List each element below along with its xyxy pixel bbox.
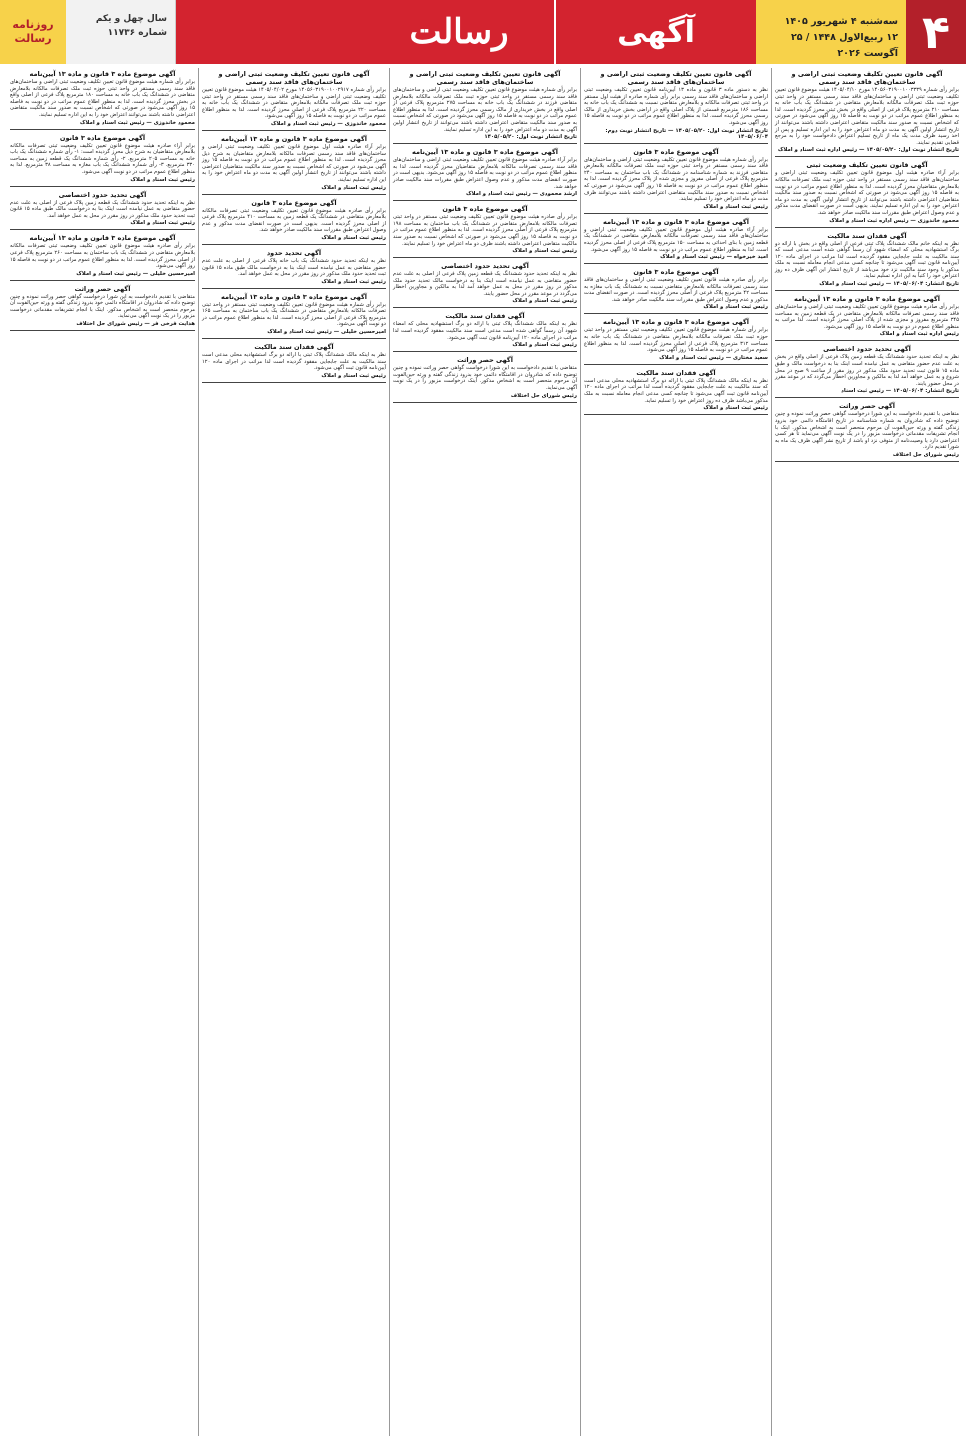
legal-notice [393,70,577,144]
notice-signature: رئیس ثبت اسناد و املاک [321,278,386,285]
notice-title: آگهی موضوع ماده ۳ قانون [59,133,146,142]
date-line-1: سه‌شنبه ۴ شهریور ۱۴۰۵ [784,16,898,27]
notice-title: آگهی موضوع ماده ۳ قانون [633,268,719,277]
legal-notice [775,345,959,398]
notice-divider [584,414,768,415]
legal-notice [584,268,768,314]
legal-notice [202,199,386,245]
notice-body: نظر به اینکه تحدید حدود ششدانگ یک قطعه زمین پلاک فرعی از اصلی واقع در بخش به علت عدم حضور متقاضی به عمل نیامده است اینک بنا به درخواست مالک و طبق ماده ۱۵ قانون ثبت تحدید حدود ملک مذکور در روز مقرر از ساعت ۹ صبح در محل شروع و به عمل خواهد آمد لذا به مالکین و مجاورین اخطار می‌گردد که در موعد مقرر در محل حضور یابند. [775,354,959,387]
ad-column [580,68,771,1436]
legal-notice [584,218,768,264]
notice-signature: امیرحسین خلیلی — رئیس ثبت اسناد و املاک [76,270,195,277]
ad-column [198,68,389,1436]
notice-signature: رئیس شورای حل اختلاف [510,392,577,399]
notice-body: برابر رأی صادره هیئت موضوع قانون تعیین تکلیف وضعیت ثبتی تصرفات مالکانه بلامعارض متقاضی در ششدانگ یک باب ساختمان به مساحت ۲۶۰ مترمربع پلاک فرعی از اصلی محرز گردیده است. لذا به منظور اطلاع عموم مراتب در دو نوبت به فاصله ۱۵ روز آگهی می‌شود. [10,243,195,270]
legal-notice [775,70,959,157]
notice-title: آگهی حصر وراثت [74,284,131,293]
notice-divider [202,288,386,289]
notice-signature: رئیس ثبت اسناد و املاک [512,342,577,349]
legal-notice [393,262,577,308]
notice-title: آگهی موضوع ماده ۳ قانون [633,147,719,156]
notice-body: متقاضی با تقدیم دادخواست به این شورا درخواست گواهی حصر وراثت نموده و چنین توضیح داده که شادروان به شماره شناسنامه در تاریخ اقامتگاه دائمی خود بدرود زندگی گفته و ورثه حین‌الفوت آن مرحوم منحصر است به اشخاص مذکور. اینک با انجام تشریفات مقدماتی درخواست مزبور را در یک نوبت آگهی می‌نماید تا هر کسی اعتراضی دارد یا وصیت‌نامه از متوفی نزد او باشد از تاریخ نشر آگهی ظرف یک ماه به شورا تقدیم دارد. [775,411,959,451]
notice-body: برابر رأی شماره ۱۴۰۵۶۰۳۱۹۰۰۱۰۰۲۹۱۷ مورخ ۱۴۰۵/۰۴/۰۲ هیئت موضوع قانون تعیین تکلیف وضعیت ثبتی اراضی و ساختمان‌های فاقد سند رسمی مستقر در واحد ثبتی حوزه ثبت ملک تصرفات مالکانه بلامعارض متقاضی در ششدانگ یک باب خانه به مساحت ۲۲۰ مترمربع پلاک فرعی از اصلی محرز گردیده است. لذا به منظور اطلاع عموم مراتب در دو نوبت به فاصله ۱۵ روز آگهی می‌شود. [202,87,387,120]
notice-divider [775,397,959,398]
legal-notice [584,70,768,144]
notice-divider [584,263,768,264]
notice-divider [584,213,768,214]
notice-body: برابر رأی شماره هیئت موضوع قانون تعیین تکلیف وضعیت ثبتی مستقر در واحد ثبتی حوزه ثبت ملک تصرفات مالکانه بلامعارض متقاضی در ششدانگ یک باب خانه به مساحت ۳۱۲ مترمربع پلاک فرعی از اصلی محرز گردیده است. لذا به منظور اطلاع عموم مراتب در دو نوبت به فاصله ۱۵ روز آگهی می‌شود. [584,327,769,354]
notice-body: برابر رأی شماره هیئت موضوع قانون تعیین تکلیف وضعیت ثبتی اراضی و ساختمان‌های فاقد سند رسمی مستقر در واحد ثبتی حوزه ثبت ملک تصرفات مالکانه بلامعارض متقاضی در ششدانگ یک باب خانه به مساحت ۱۸۰ مترمربع پلاک فرعی از اصلی واقع در بخش محرز گردیده است. لذا به منظور اطلاع عموم مراتب در دو نوبت به فاصله ۱۵ روز آگهی می‌شود در صورتی که اشخاص نسبت به صدور سند مالکیت متقاضی اعتراضی داشته باشند می‌توانند اعتراض خود را به این اداره تسلیم نمایند. [10,79,195,118]
notice-body: برابر آراء صادره هیئت اول موضوع قانون تعیین تکلیف وضعیت ثبتی اراضی و ساختمان‌های فاقد سند رسمی تصرفات مالکانه بلامعارض متقاضی در ششدانگ یک قطعه زمین با بنای احداثی به مساحت ۱۵۰ مترمربع پلاک فرعی از اصلی محرز گردیده است. لذا به منظور اطلاع عموم مراتب در دو نوبت به فاصله ۱۵ روز آگهی می‌شود. [584,226,768,253]
volume-line: سال چهل و یکم [95,14,167,24]
legal-notice [10,191,195,231]
notice-signature: تاریخ انتشار: ۱۴۰۵/۰۶/۰۴ — رئیس ثبت اسناد [841,388,959,395]
notice-divider [202,130,386,131]
header-band [176,0,364,64]
notice-body: متقاضی با تقدیم دادخواست به این شورا درخواست گواهی حصر وراثت نموده و چنین توضیح داده که شادروان در اقامتگاه دائمی خود بدرود زندگی گفته و ورثه حین‌الفوت آن مرحوم منحصر است به اشخاص مذکور. اینک درخواست مزبور را در یک نوبت آگهی می‌نماید. [393,365,577,392]
notice-divider [10,330,195,331]
notice-body: نظر به اینکه مالک ششدانگ پلاک ثبتی با ارائه دو برگ استشهادیه محلی مدعی است سند مالکیت به علت جابجایی مفقود گردیده است لذا مراتب در اجرای ماده ۱۲۰ آیین‌نامه قانون ثبت آگهی می‌شود. [202,352,386,372]
notice-divider [584,364,768,365]
notice-title: آگهی موضوع ماده ۳ قانون و ماده ۱۳ آیین‌نامه [29,234,176,243]
notice-title: آگهی قانون تعیین تکلیف وضعیت ثبتی اراضی و ساختمان‌های فاقد سند رسمی [218,70,370,86]
legal-notice [393,205,577,258]
notice-body: نظر به اینکه مالک ششدانگ پلاک ثبتی با ارائه دو برگ استشهادیه محلی مدعی است که سند مالکیت به علت جابجایی مفقود گردیده است لذا مراتب در اجرای ماده ۱۲۰ آیین‌نامه قانون ثبت آگهی می‌شود تا چنانچه کسی مدعی انجام معامله نسبت به ملک مذکور می‌باشد ظرف ده روز اعتراض خود را تسلیم نماید. [584,377,768,404]
notice-signature: رئیس ثبت اسناد و املاک [130,220,195,227]
notice-title: آگهی موضوع ماده ۳ قانون و ماده ۱۳ آیین‌نامه [794,295,940,304]
notice-title: آگهی موضوع ماده ۳ قانون و ماده ۱۳ آیین‌نامه [603,217,749,226]
notice-title: آگهی موضوع ماده ۳ قانون و ماده ۱۳ آیین‌نامه [29,70,176,78]
notice-divider [10,229,195,230]
notice-divider [393,257,577,258]
legal-notice [584,369,768,415]
notice-signature: محمود خاندوزی — رئیس ثبت اسناد و املاک [79,119,195,126]
legal-notice [202,343,386,383]
notice-divider [202,194,386,195]
notice-title: آگهی تحدید حدود اختصاصی [58,190,147,199]
legal-notice [202,249,386,289]
notice-signature: رئیس ثبت اسناد و املاک [321,372,386,379]
notice-divider [10,280,195,281]
notice-body: نظر به اینکه تحدید حدود ششدانگ یک باب خانه پلاک فرعی از اصلی به علت عدم حضور متقاضی به عمل نیامده است اینک بنا به درخواست مالک طبق ماده ۱۵ قانون ثبت تحدید حدود ملک مذکور در روز مقرر در محل به عمل خواهد آمد. [202,257,386,278]
notice-divider [202,244,386,245]
notice-body: نظر به اینکه تحدید حدود ششدانگ یک قطعه زمین پلاک فرعی از اصلی به علت عدم حضور متقاضی به عمل نیامده است اینک بنا به درخواست مالک طبق ماده ۱۵ قانون ثبت تحدید حدود ملک مذکور در روز مقرر در محل به عمل خواهد آمد. [10,199,195,219]
notice-divider [584,313,768,314]
notice-title: آگهی حصر وراثت [839,402,895,411]
notice-signature: امید خیرخواه — رئیس ثبت اسناد و املاک [660,254,768,261]
ad-column [389,68,580,1436]
notice-signature: سعید مختاری — رئیس ثبت اسناد و املاک [659,354,768,361]
notice-divider [393,351,577,352]
notice-title: آگهی تحدید حدود اختصاصی [441,262,529,271]
legal-notice [10,70,195,130]
newspaper-logo: رسالت [364,0,556,64]
notice-divider [775,227,959,228]
notice-title: آگهی موضوع ماده ۳ قانون و ماده ۱۳ آیین‌نامه [412,148,558,157]
notice-body: نظر به دستور ماده ۳ قانون و ماده ۱۳ آیین‌نامه قانون تعیین تکلیف وضعیت ثبتی اراضی و ساختمان‌های فاقد سند رسمی برابر رأی شماره صادره از هیئت اول مستقر در واحد ثبتی تصرفات مالکانه و بلامعارض متقاضی نسبت به ششدانگ یک باب خانه به مساحت ۱۸۶ مترمربع قسمتی از پلاک اصلی واقع در اراضی بخش خریداری از مالک رسمی محرز گردیده است. لذا به منظور اطلاع عموم مراتب در دو نوبت به فاصله ۱۵ روز آگهی می‌شود. [584,87,769,126]
notice-signature: رئیس ثبت اسناد و املاک [703,304,768,311]
legal-notice [10,134,195,187]
notice-body: برابر رأی صادره هیئت موضوع قانون تعیین تکلیف وضعیت ثبتی اراضی و ساختمان‌های فاقد سند رسمی تصرفات مالکانه بلامعارض متقاضی در یک قطعه زمین به مساحت ۳۴۵ مترمربع مفروز و مجزی شده از پلاک اصلی محرز گردیده است. لذا مراتب به منظور اطلاع عموم در دو نوبت به فاصله ۱۵ روز آگهی می‌شود. [775,304,959,330]
notice-body: برابر آراء صادره هیئت موضوع قانون تعیین تکلیف وضعیت ثبتی اراضی و ساختمان‌های فاقد سند رسمی تصرفات مالکانه بلامعارض متقاضیان محرز گردیده است. لذا به منظور اطلاع عموم مراتب در دو نوبت به فاصله ۱۵ روز آگهی می‌شود. بدیهی است در صورت انقضای مدت مذکور و عدم وصول اعتراض طبق مقررات سند مالکیت صادر خواهد شد. [393,157,577,190]
notice-body: برابر رأی صادره هیئت موضوع قانون تعیین تکلیف وضعیت ثبتی مستقر در واحد ثبتی تصرفات مالکانه بلامعارض متقاضی در ششدانگ یک باب ساختمان به مساحت ۱۹۸ مترمربع پلاک فرعی از اصلی محرز گردیده است. لذا به منظور اطلاع عموم مراتب در دو نوبت به فاصله ۱۵ روز آگهی می‌شود در صورتی که اشخاص نسبت به صدور سند مالکیت متقاضی اعتراضی داشته باشند ظرف دو ماه اعتراض خود را تسلیم نمایند. [393,214,578,247]
ad-column [771,68,962,1436]
ad-column [7,68,198,1436]
legal-notice [584,318,768,364]
notice-title: آگهی موضوع ماده ۳ قانون [442,205,528,214]
notice-title: آگهی قانون تعیین تکلیف وضعیت ثبتی [806,161,928,170]
notice-signature: تاریخ انتشار نوبت اول: ۱۴۰۵/۰۵/۲۰ — تاریخ انتشار نوبت دوم: ۱۴۰۵/۰۶/۰۴ [605,127,768,140]
legal-notice [10,285,195,331]
notice-divider [10,129,195,130]
notice-divider [10,186,195,187]
notice-divider [775,340,959,341]
issue-number: شماره ۱۱۷۳۶ [107,28,167,38]
notice-body: متقاضی با تقدیم دادخواست به این شورا درخواست گواهی حصر وراثت نموده و چنین توضیح داده که شادروان در اقامتگاه دائمی خود بدرود زندگی گفته و ورثه حین‌الفوت آن مرحوم منحصر است به اشخاص مذکور. اینک با انجام تشریفات مقدماتی درخواست مزبور را در یک نوبت آگهی می‌نماید. [10,293,195,320]
notice-signature: هدایت فرخی فر — رئیس شورای حل اختلاف [76,321,195,328]
brand-logo: روزنامه رسالت [0,0,66,64]
notice-divider [393,200,577,201]
page-header [0,0,966,64]
legal-notice [202,293,386,339]
notice-signature: رئیس شورای حل اختلاف [892,451,959,458]
notice-title: آگهی تحدید حدود اختصاصی [823,345,911,354]
notice-title: آگهی فقدان سند مالکیت [445,312,525,321]
notice-title: آگهی موضوع ماده ۳ قانون و ماده ۱۳ آیین‌نامه [221,292,367,301]
notice-body: برابر رأی شماره هیئت موضوع قانون تعیین تکلیف وضعیت ثبتی اراضی و ساختمان‌های فاقد سند رسمی مستقر در واحد ثبتی حوزه ثبت ملک تصرفات مالکانه بلامعارض متقاضی فرزند در ششدانگ یک باب خانه به مساحت ۲۷۵ مترمربع پلاک فرعی از اصلی واقع در بخش خریداری از مالک رسمی محرز گردیده است. لذا به منظور اطلاع عموم مراتب در دو نوبت به فاصله ۱۵ روز آگهی می‌شود در صورتی که اشخاص نسبت به صدور سند مالکیت متقاضی اعتراضی داشته باشند می‌توانند از تاریخ انتشار اولین آگهی به مدت دو ماه اعتراض خود را به این اداره تسلیم نمایند. [393,87,577,133]
notice-signature: تاریخ انتشار: ۱۴۰۵/۰۶/۰۴ — رئیس ثبت اسناد و املاک [819,281,959,288]
notice-body: برابر رأی صادره هیئت قانون تعیین تکلیف وضعیت ثبتی اراضی و ساختمان‌های فاقد سند رسمی تصرفات مالکانه بلامعارض متقاضی نسبت به ششدانگ یک باب مغازه به مساحت ۴۲ مترمربع پلاک فرعی از اصلی محرز گردیده است. در صورت انقضای مدت مذکور و عدم وصول اعتراض طبق مقررات سند مالکیت صادر خواهد شد. [584,277,768,303]
notice-title: آگهی فقدان سند مالکیت [827,231,907,240]
notice-body: نظر به اینکه تحدید حدود ششدانگ یک قطعه زمین پلاک فرعی از اصلی به علت عدم حضور متقاضی به عمل نیامده است اینک بنا به درخواست مالک تحدید حدود ملک مذکور در روز مقرر در محل به عمل خواهد آمد لذا به مالکین و مجاورین اخطار می‌گردد در موعد مقرر در محل حضور یابند. [393,271,577,297]
notice-title: آگهی قانون تعیین تکلیف وضعیت ثبتی اراضی و ساختمان‌های فاقد سند رسمی [600,70,752,86]
notice-signature: تاریخ انتشار نوبت اول: ۱۴۰۵/۰۵/۲۰ — رئیس اداره ثبت اسناد و املاک [777,147,959,154]
notice-title: آگهی تحدید حدود [266,248,322,257]
notice-title: آگهی فقدان سند مالکیت [636,368,716,377]
notice-signature: رئیس ثبت اسناد و املاک [130,176,195,183]
notice-divider [775,290,959,291]
notice-title: آگهی فقدان سند مالکیت [254,343,334,352]
notice-body: برابر رأی شماره هیئت موضوع قانون تعیین تکلیف وضعیت ثبتی اراضی و ساختمان‌های فاقد سند رسمی مستقر در واحد ثبتی حوزه ثبت ملک تصرفات مالکانه بلامعارض متقاضی فرزند به شماره شناسنامه در ششدانگ یک باب ساختمان به مساحت ۲۴۰ مترمربع پلاک فرعی از اصلی مفروز و مجزی شده از پلاک محرز گردیده است. لذا به منظور اطلاع عموم مراتب در دو نوبت به فاصله ۱۵ روز آگهی می‌شود در صورتی که اشخاص نسبت به صدور سند مالکیت متقاضی اعتراضی داشته باشند می‌توانند ظرف مدت دو ماه اعتراض خود را تسلیم نمایند. [584,156,768,203]
legal-notice [393,356,577,402]
legal-notice [202,135,386,195]
legal-notice [775,402,959,462]
notice-signature: رئیس ثبت اسناد و املاک [703,203,768,210]
notice-divider [393,143,577,144]
issue-meta [66,0,176,64]
notice-title: آگهی قانون تعیین تکلیف وضعیت ثبتی اراضی و ساختمان‌های فاقد سند رسمی [409,70,561,86]
notice-signature: امیرحسین خلیلی — رئیس ثبت اسناد و املاک [267,329,386,336]
notice-signature: محمود خاندوزی — رئیس ثبت اسناد و املاک [270,120,386,127]
notice-body: برابر آراء صادره هیئت موضوع قانون تعیین تکلیف وضعیت ثبتی تصرفات مالکانه بلامعارض متقاضیان به شرح ذیل محرز گردیده است: ۱- رأی شماره ششدانگ یک باب خانه به مساحت ۲۰۵ مترمربع. ۲- رأی شماره ششدانگ یک قطعه زمین به مساحت ۳۳۰ مترمربع. ۳- رأی شماره ششدانگ یک باب مغازه به مساحت ۳۸ مترمربع. لذا به منظور اطلاع عموم مراتب در دو نوبت آگهی می‌شود. [10,142,195,175]
section-title: آگهی [556,0,756,64]
notice-body: برابر رأی شماره هیئت موضوع قانون تعیین تکلیف وضعیت ثبتی مستقر در واحد ثبتی تصرفات مالکانه بلامعارض متقاضی در ششدانگ یک باب ساختمان به مساحت ۱۶۵ مترمربع پلاک فرعی از اصلی محرز گردیده است. لذا به منظور اطلاع عموم مراتب در دو نوبت آگهی می‌شود. [202,301,386,328]
notice-body: نظر به اینکه خانم مالک ششدانگ پلاک ثبتی فرعی از اصلی واقع در بخش با ارائه دو برگ استشهادیه محلی که امضاء شهود آن رسماً گواهی شده است مدعی است که سند مالکیت به علت جابجایی مفقود گردیده است لذا مراتب در اجرای ماده ۱۲۰ آیین‌نامه قانون ثبت آگهی می‌شود تا چنانچه کسی مدعی انجام معامله نسبت به ملک مذکور یا وجود سند مالکیت نزد خود می‌باشد از تاریخ انتشار این آگهی ظرف ده روز اعتراض خود را کتباً به این اداره تسلیم نماید. [775,240,959,280]
notice-body: نظر به اینکه مالک ششدانگ پلاک ثبتی با ارائه دو برگ استشهادیه محلی که امضاء شهود آن رسماً گواهی شده است مدعی است سند مالکیت مفقود گردیده است لذا مراتب در اجرای ماده ۱۲۰ آیین‌نامه قانون ثبت آگهی می‌شود. [393,321,577,341]
legal-notice [775,295,959,341]
notice-title: آگهی موضوع ماده ۳ قانون و ماده ۱۳ آیین‌نامه [221,134,367,143]
notice-body: برابر رأی شماره ۱۴۰۵۶۰۳۱۹۰۰۱۰۰۳۳۳۹ مورخ ۱۴۰۵/۰۴/۱۰ هیئت موضوع قانون تعیین تکلیف وضعیت ثبتی اراضی و ساختمان‌های فاقد سند رسمی مستقر در واحد ثبتی حوزه ثبت ملک تصرفات مالکانه بلامعارض متقاضی در ششدانگ یک باب خانه به مساحت ۲۱۰ مترمربع پلاک فرعی از اصلی واقع در بخش ثبتی محرز گردیده است. لذا به منظور اطلاع عموم مراتب در دو نوبت به فاصله ۱۵ روز آگهی می‌شود در صورتی که اشخاص نسبت به صدور سند مالکیت متقاضی اعتراضی داشته باشند می‌توانند از تاریخ انتشار اولین آگهی به مدت دو ماه اعتراض خود را به این اداره تسلیم و پس از اخذ رسید ظرف مدت یک ماه از تاریخ تسلیم اعتراض دادخواست خود را به مرجع قضایی تقدیم نمایند. [775,87,960,146]
notice-title: آگهی موضوع ماده ۳ قانون [251,198,337,207]
notice-signature: محمود خاندوزی — رئیس اداره ثبت اسناد و املاک [829,217,959,224]
notice-body: برابر آراء صادره هیئت اول موضوع قانون تعیین تکلیف وضعیت ثبتی اراضی و ساختمان‌های فاقد سند رسمی مستقر در واحد ثبتی حوزه ثبت ملک تصرفات مالکانه بلامعارض متقاضیان محرز گردیده است. لذا به منظور اطلاع عموم مراتب در دو نوبت به فاصله ۱۵ روز آگهی می‌شود در صورتی که اشخاص نسبت به صدور سند مالکیت متقاضیان اعتراضی داشته باشند می‌توانند از تاریخ انتشار اولین آگهی به مدت دو ماه اعتراض خود را به این اداره تسلیم نمایند. بدیهی است در صورت انقضای مدت مذکور و عدم وصول اعتراض طبق مقررات سند مالکیت صادر خواهد شد. [775,170,959,216]
legal-notice [584,148,768,214]
notice-divider [202,338,386,339]
notice-signature: رئیس ثبت اسناد و املاک [321,184,386,191]
page-number: ۴ [906,0,966,64]
notice-divider [202,382,386,383]
notice-signature: رئیس ثبت اسناد و املاک [512,298,577,305]
notice-signature: رئیس ثبت اسناد و املاک [512,248,577,255]
legal-notice [393,148,577,201]
legal-notice [775,161,959,227]
notice-signature: رئیس اداره ثبت اسناد و املاک [879,331,959,338]
date-line-2: ۱۲ ربیع‌الاول ۱۴۴۸ / ۲۵ آگوست ۲۰۲۶ [790,32,898,59]
notice-signature: ارشد محمودی — رئیس ثبت اسناد و املاک [466,191,577,198]
notice-title: آگهی قانون تعیین تکلیف وضعیت ثبتی اراضی و ساختمان‌های فاقد سند رسمی [791,70,943,86]
notice-divider [775,156,959,157]
notice-divider [775,461,959,462]
notice-signature: رئیس ثبت اسناد و املاک [703,405,768,412]
notice-title: آگهی موضوع ماده ۳ قانون و ماده ۱۳ آیین‌نامه [603,318,749,327]
notice-title: آگهی حصر وراثت [457,356,513,365]
legal-notice [393,312,577,352]
issue-date [756,0,906,64]
legal-notice [202,70,386,131]
notice-signature: تاریخ انتشار نوبت اول: ۱۴۰۵/۰۵/۲۰ [484,134,577,141]
notice-divider [393,307,577,308]
notice-divider [393,402,577,403]
notice-body: برابر آراء صادره هیئت اول موضوع قانون تعیین تکلیف وضعیت ثبتی اراضی و ساختمان‌های فاقد سند رسمی تصرفات مالکانه بلامعارض متقاضیان به شرح ذیل محرز گردیده است. لذا به منظور اطلاع عموم مراتب در دو نوبت به فاصله ۱۵ روز آگهی می‌شود در صورتی که اشخاص نسبت به صدور سند مالکیت متقاضیان اعتراضی داشته باشند می‌توانند از تاریخ انتشار اولین آگهی به مدت دو ماه اعتراض خود را به این اداره تسلیم نمایند. [202,143,386,183]
notice-body: برابر رأی صادره هیئت موضوع قانون تعیین تکلیف وضعیت ثبتی تصرفات مالکانه بلامعارض متقاضی در ششدانگ یک قطعه زمین به مساحت ۴۱۰ مترمربع پلاک فرعی از اصلی محرز گردیده است. بدیهی است در صورت انقضای مدت مذکور و عدم وصول اعتراض طبق مقررات سند مالکیت صادر خواهد شد. [202,207,386,234]
notice-divider [584,143,768,144]
legal-notice [775,232,959,292]
notice-signature: رئیس ثبت اسناد و املاک [321,234,386,241]
legal-notice [10,234,195,280]
ad-columns [4,68,962,1436]
